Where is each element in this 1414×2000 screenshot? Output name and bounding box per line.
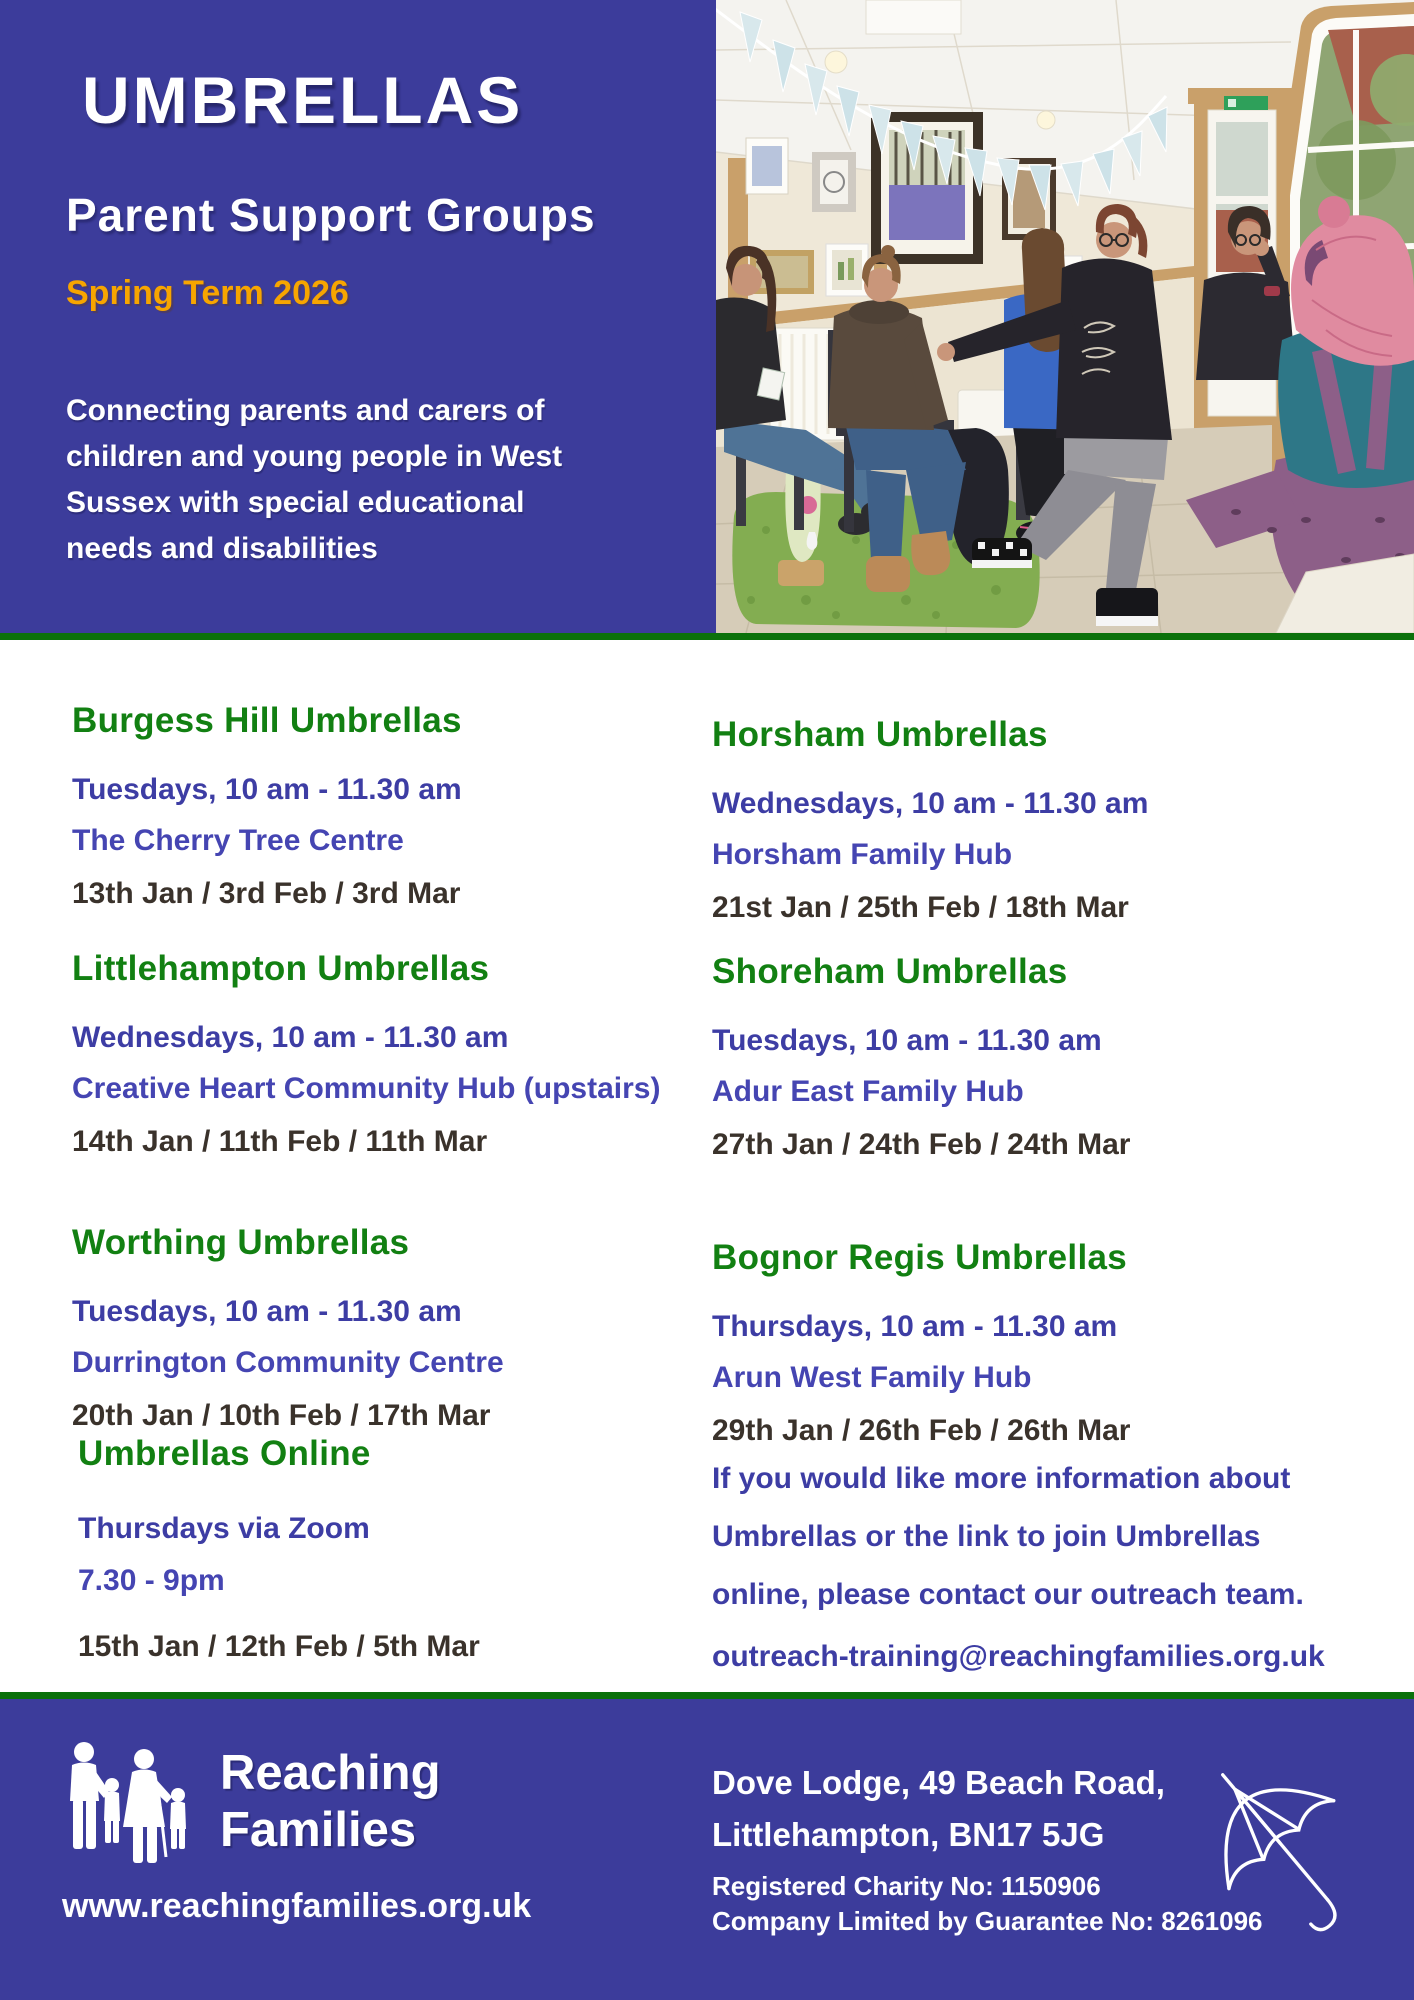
green-divider-top xyxy=(0,633,1414,640)
group-bognor-regis xyxy=(712,1237,1332,1449)
family-silhouette-icon xyxy=(62,1739,212,1879)
group-dates: 15th Jan / 12th Feb / 5th Mar xyxy=(78,1630,480,1663)
group-dates: 14th Jan / 11th Feb / 11th Mar xyxy=(72,1125,488,1158)
group-horsham xyxy=(712,714,1332,926)
group-schedule: Tuesdays, 10 am - 11.30 am xyxy=(72,773,462,806)
group-venue: Creative Heart Community Hub (upstairs) xyxy=(72,1072,661,1105)
address-line: Dove Lodge, 49 Beach Road, xyxy=(712,1764,1165,1801)
contact-block xyxy=(712,1450,1352,1674)
group-dates: 20th Jan / 10th Feb / 17th Mar xyxy=(72,1399,491,1432)
group-venue: The Cherry Tree Centre xyxy=(72,824,404,857)
group-schedule: Wednesdays, 10 am - 11.30 am xyxy=(72,1021,509,1054)
group-schedule: Tuesdays, 10 am - 11.30 am xyxy=(72,1295,462,1328)
group-name: Worthing Umbrellas xyxy=(72,1223,410,1262)
green-divider-bottom xyxy=(0,1692,1414,1699)
intro-line: children and young people in West xyxy=(66,440,563,473)
hero-section xyxy=(0,0,1414,633)
group-dates: 21st Jan / 25th Feb / 18th Mar xyxy=(712,891,1129,924)
group-name: Shoreham Umbrellas xyxy=(712,952,1068,991)
group-dates: 27th Jan / 24th Feb / 24th Mar xyxy=(712,1128,1131,1161)
group-worthing xyxy=(72,1222,692,1434)
logo-word: Reaching xyxy=(220,1746,441,1800)
logo-word: Families xyxy=(220,1803,417,1857)
group-online xyxy=(78,1433,698,1665)
group-dates: 13th Jan / 3rd Feb / 3rd Mar xyxy=(72,877,461,910)
outreach-email-link[interactable]: outreach-training@reachingfamilies.org.uk xyxy=(712,1640,1325,1673)
group-venue: Horsham Family Hub xyxy=(712,838,1013,871)
intro-line: Connecting parents and carers of xyxy=(66,394,545,427)
group-burgess-hill xyxy=(72,700,692,912)
group-venue: Adur East Family Hub xyxy=(712,1075,1024,1108)
term-label: Spring Term 2026 xyxy=(66,274,349,312)
legal-block xyxy=(712,1869,1263,1939)
charity-number: Registered Charity No: 1150906 xyxy=(712,1871,1101,1901)
group-name: Umbrellas Online xyxy=(78,1434,371,1473)
group-name: Littlehampton Umbrellas xyxy=(72,949,490,988)
page-title: UMBRELLAS xyxy=(82,63,524,137)
group-schedule: Thursdays via Zoom xyxy=(78,1512,370,1545)
contact-info-line: Umbrellas or the link to join Umbrellas xyxy=(712,1520,1261,1553)
group-dates: 29th Jan / 26th Feb / 26th Mar xyxy=(712,1414,1131,1447)
group-venue: Arun West Family Hub xyxy=(712,1361,1032,1394)
reaching-families-logo xyxy=(220,1745,441,1859)
support-group-photo-illustration xyxy=(716,0,1414,633)
address-block xyxy=(712,1757,1165,1861)
intro-line: needs and disabilities xyxy=(66,532,378,565)
group-venue: Durrington Community Centre xyxy=(72,1346,504,1379)
group-schedule: Thursdays, 10 am - 11.30 am xyxy=(712,1310,1118,1343)
group-name: Horsham Umbrellas xyxy=(712,715,1048,754)
company-number: Company Limited by Guarantee No: 8261096 xyxy=(712,1906,1263,1936)
intro-description xyxy=(66,388,562,572)
support-group-photo xyxy=(716,0,1414,633)
intro-line: Sussex with special educational xyxy=(66,486,525,519)
group-shoreham xyxy=(712,951,1332,1163)
footer-section xyxy=(0,1699,1414,2000)
page-subtitle: Parent Support Groups xyxy=(66,189,596,241)
group-schedule: Tuesdays, 10 am - 11.30 am xyxy=(712,1024,1102,1057)
group-schedule: Wednesdays, 10 am - 11.30 am xyxy=(712,787,1149,820)
website-link[interactable]: www.reachingfamilies.org.uk xyxy=(62,1887,532,1925)
group-name: Burgess Hill Umbrellas xyxy=(72,701,462,740)
group-venue: 7.30 - 9pm xyxy=(78,1564,225,1597)
group-name: Bognor Regis Umbrellas xyxy=(712,1238,1128,1277)
address-line: Littlehampton, BN17 5JG xyxy=(712,1816,1105,1853)
umbrella-outline-icon xyxy=(1190,1739,1380,1964)
contact-info-line: online, please contact our outreach team. xyxy=(712,1578,1304,1611)
contact-info-line: If you would like more information about xyxy=(712,1462,1291,1495)
group-littlehampton xyxy=(72,948,692,1160)
